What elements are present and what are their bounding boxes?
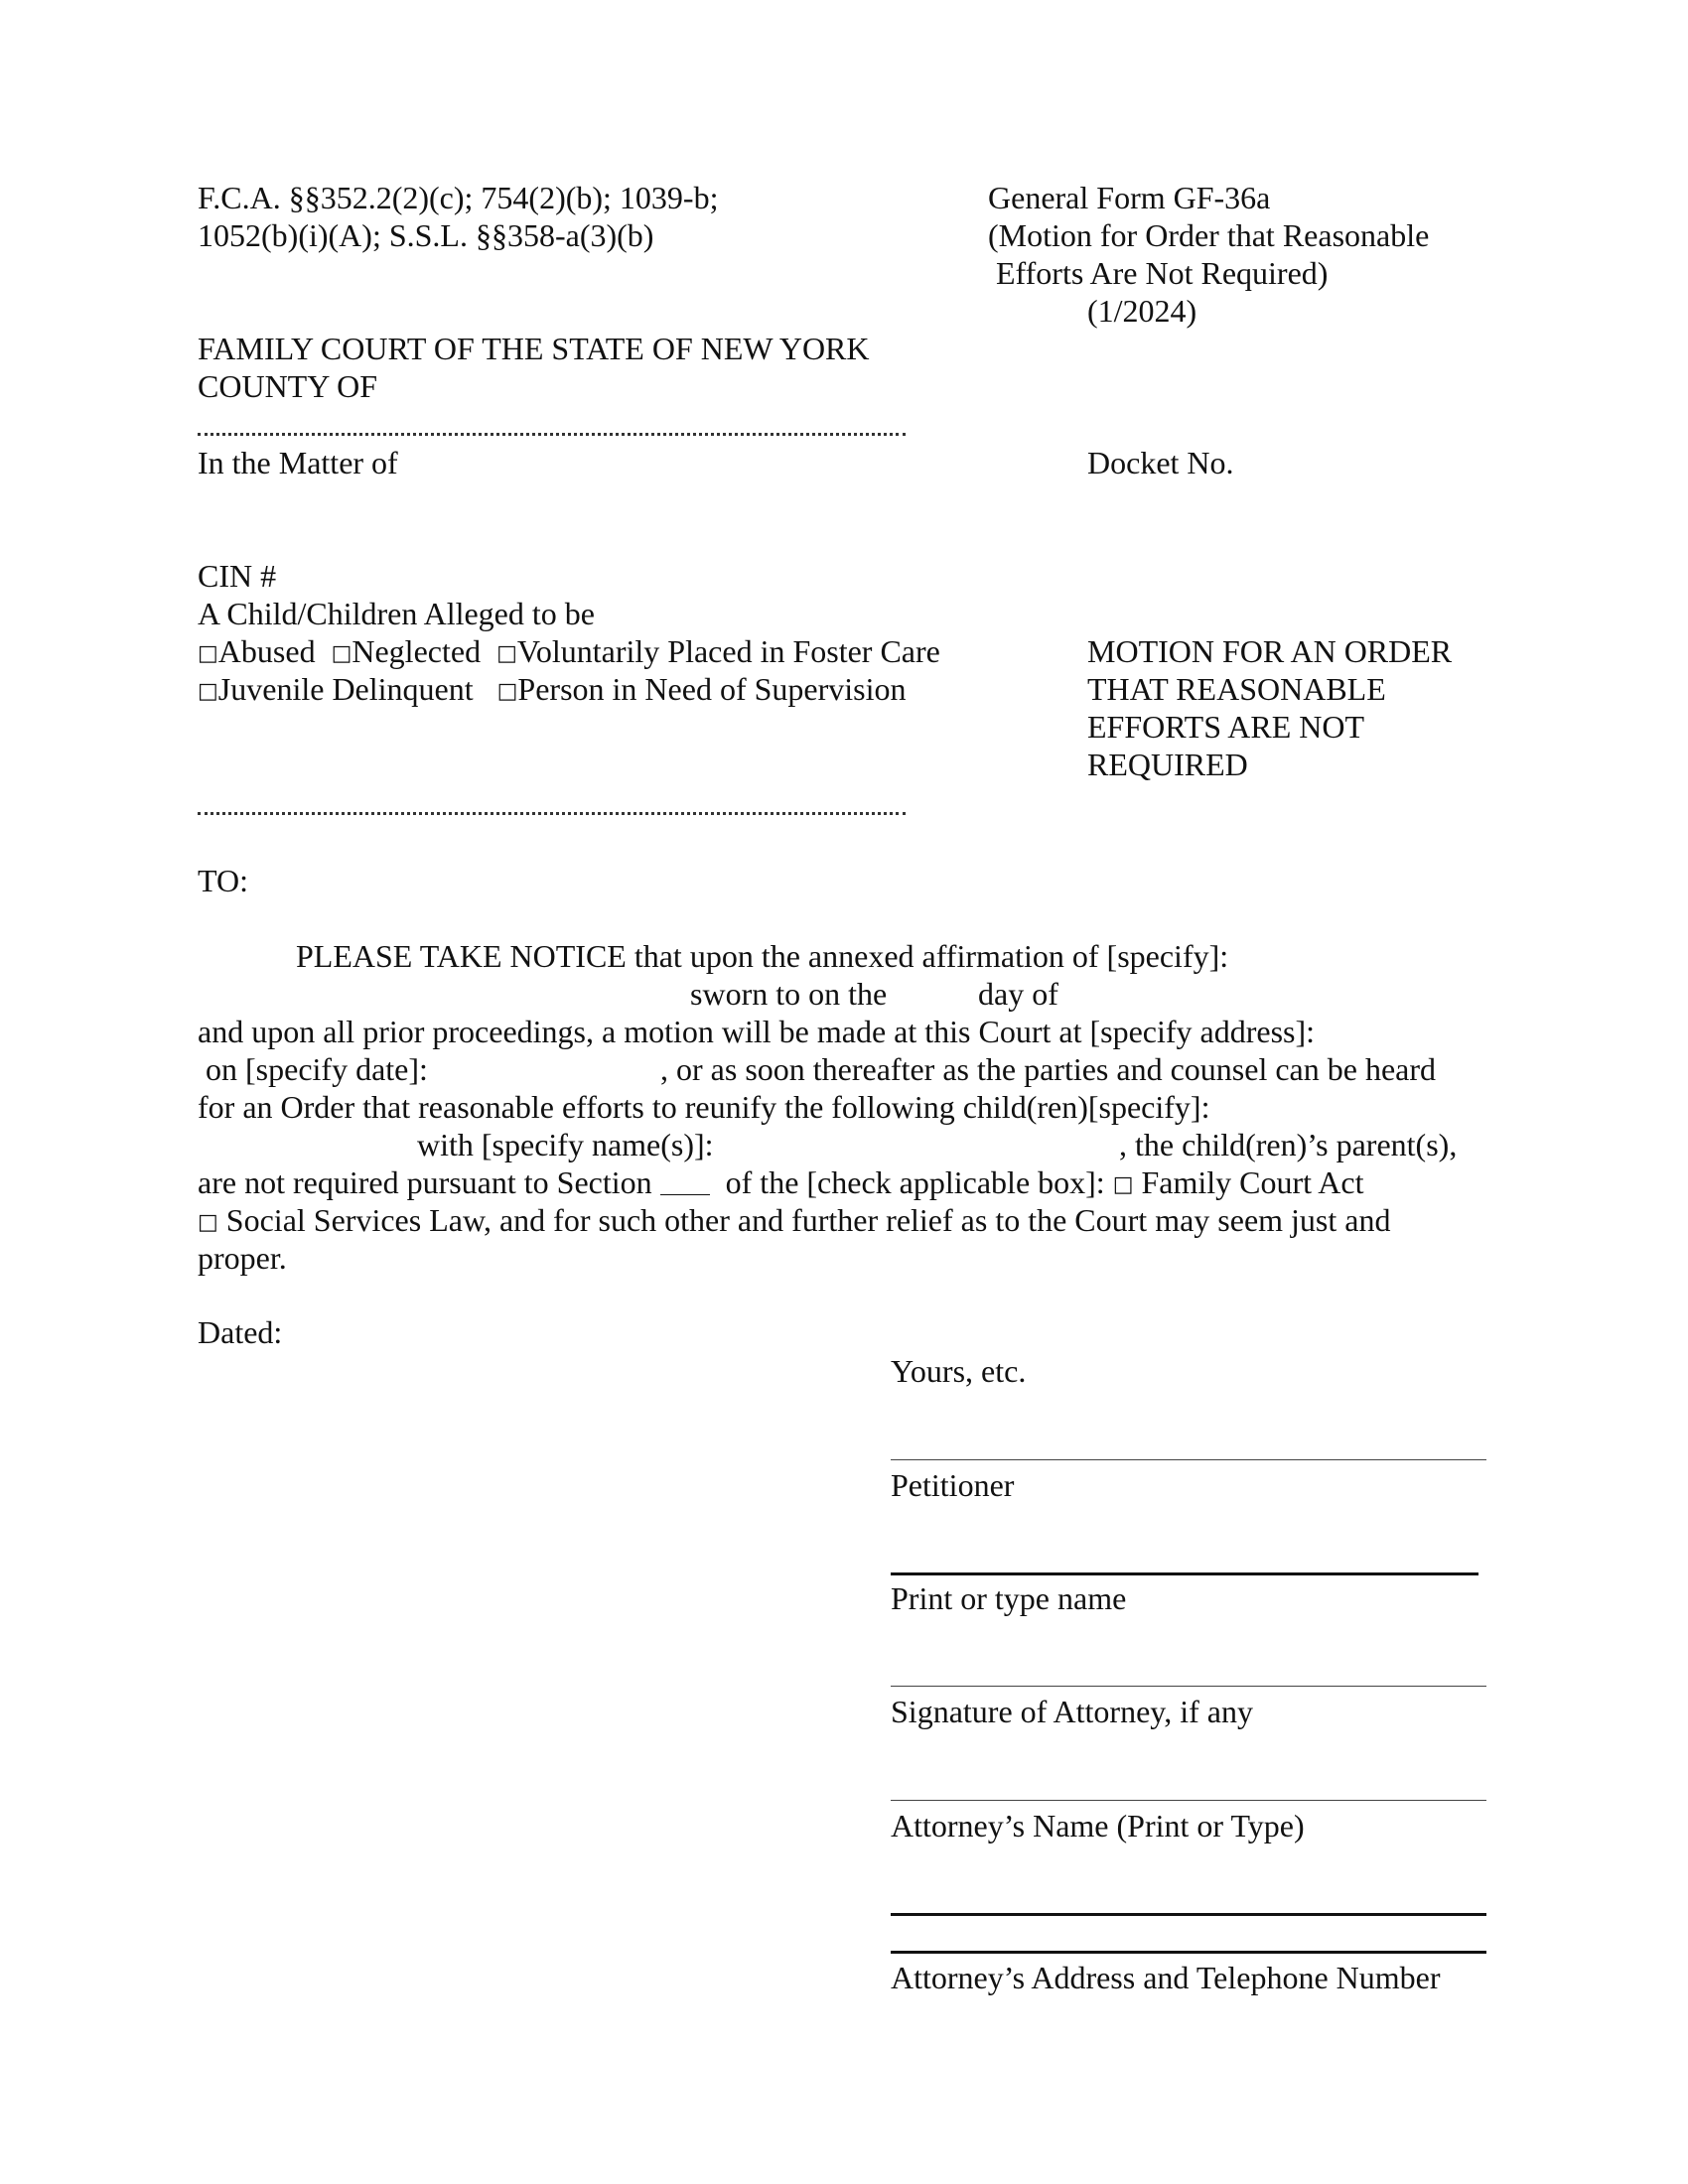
attorney-signature-label: Signature of Attorney, if any — [891, 1694, 1253, 1729]
form-date: (1/2024) — [1087, 293, 1197, 329]
petitioner-label: Petitioner — [891, 1467, 1015, 1503]
caption-divider-top — [198, 433, 906, 436]
social-services-law-checkbox[interactable]: □ — [198, 1210, 218, 1235]
juvenile-delinquent-checkbox[interactable]: □ — [198, 679, 218, 704]
yours-etc: Yours, etc. — [891, 1353, 1027, 1389]
parent-names-label: with [specify name(s)]: — [417, 1127, 714, 1162]
notice-line6: , the child(ren)’s parent(s), — [1119, 1127, 1458, 1162]
pins-label: Person in Need of Supervision — [517, 671, 907, 707]
caption-divider-bottom — [198, 812, 906, 815]
day-of-label: day of — [978, 976, 1058, 1012]
dated-label: Dated: — [198, 1314, 283, 1350]
neglected-checkbox[interactable]: □ — [331, 641, 352, 666]
motion-title-line1: MOTION FOR AN ORDER — [1087, 633, 1453, 669]
docket-label: Docket No. — [1087, 445, 1234, 480]
notice-line7 — [198, 1163, 1363, 1204]
statute-citation-line2: 1052(b)(i)(A); S.S.L. §§358-a(3)(b) — [198, 217, 654, 253]
form-number: General Form GF-36a — [988, 180, 1271, 215]
abused-label: Abused — [217, 633, 316, 669]
allegation-options-row2 — [198, 670, 906, 711]
cin-label: CIN # — [198, 558, 277, 594]
attorney-address-line-top[interactable] — [891, 1913, 1486, 1916]
attorney-name-line[interactable] — [891, 1800, 1486, 1801]
alleged-label: A Child/Children Alleged to be — [198, 596, 595, 631]
petitioner-signature-line[interactable] — [891, 1459, 1486, 1460]
family-court-act-label: Family Court Act — [1141, 1164, 1364, 1200]
attorney-signature-line[interactable] — [891, 1686, 1486, 1687]
notice-line3: and upon all prior proceedings, a motion will be made at this Court at [specify address]: — [198, 1014, 1316, 1049]
attorney-address-line[interactable] — [891, 1951, 1486, 1954]
matter-of-label: In the Matter of — [198, 445, 398, 480]
to-label: TO: — [198, 863, 248, 898]
notice-line9: proper. — [198, 1240, 287, 1276]
juvenile-delinquent-label: Juvenile Delinquent — [217, 671, 474, 707]
form-description-line1: (Motion for Order that Reasonable — [988, 217, 1430, 253]
motion-title-line2: THAT REASONABLE — [1087, 671, 1386, 707]
neglected-label: Neglected — [352, 633, 482, 669]
date-label: on [specify date]: — [206, 1051, 428, 1087]
voluntary-placement-label: Voluntarily Placed in Foster Care — [516, 633, 940, 669]
attorney-name-label: Attorney’s Name (Print or Type) — [891, 1808, 1305, 1843]
motion-title-line4: REQUIRED — [1087, 747, 1248, 782]
print-name-label: Print or type name — [891, 1580, 1127, 1616]
family-court-act-checkbox[interactable]: □ — [1112, 1172, 1134, 1197]
notice-line5: for an Order that reasonable efforts to reunify the following child(ren)[specify]: — [198, 1089, 1210, 1125]
court-name: FAMILY COURT OF THE STATE OF NEW YORK — [198, 331, 870, 366]
section-blank[interactable] — [660, 1168, 710, 1195]
voluntary-placement-checkbox[interactable]: □ — [496, 641, 517, 666]
form-description-line2: Efforts Are Not Required) — [996, 255, 1329, 291]
section-label: are not required pursuant to Section — [198, 1164, 652, 1200]
sworn-label: sworn to on the — [690, 976, 888, 1012]
statute-citation-line1: F.C.A. §§352.2(2)(c); 754(2)(b); 1039-b; — [198, 180, 719, 215]
social-services-law-text: Social Services Law, and for such other and further relief as to the Court may seem just and — [225, 1202, 1391, 1238]
motion-title-line3: EFFORTS ARE NOT — [1087, 709, 1365, 745]
notice-line1: PLEASE TAKE NOTICE that upon the annexed affirmation of [specify]: — [296, 938, 1229, 974]
print-name-line[interactable] — [891, 1572, 1478, 1575]
pins-checkbox[interactable]: □ — [496, 679, 518, 704]
allegation-options-row1 — [198, 632, 940, 673]
notice-line8 — [198, 1201, 1390, 1242]
attorney-address-label: Attorney’s Address and Telephone Number — [891, 1960, 1441, 1995]
notice-line4: , or as soon thereafter as the parties and counsel can be heard — [660, 1051, 1436, 1087]
abused-checkbox[interactable]: □ — [198, 641, 218, 666]
county-label: COUNTY OF — [198, 368, 378, 404]
check-box-label: of the [check applicable box]: — [725, 1164, 1105, 1200]
